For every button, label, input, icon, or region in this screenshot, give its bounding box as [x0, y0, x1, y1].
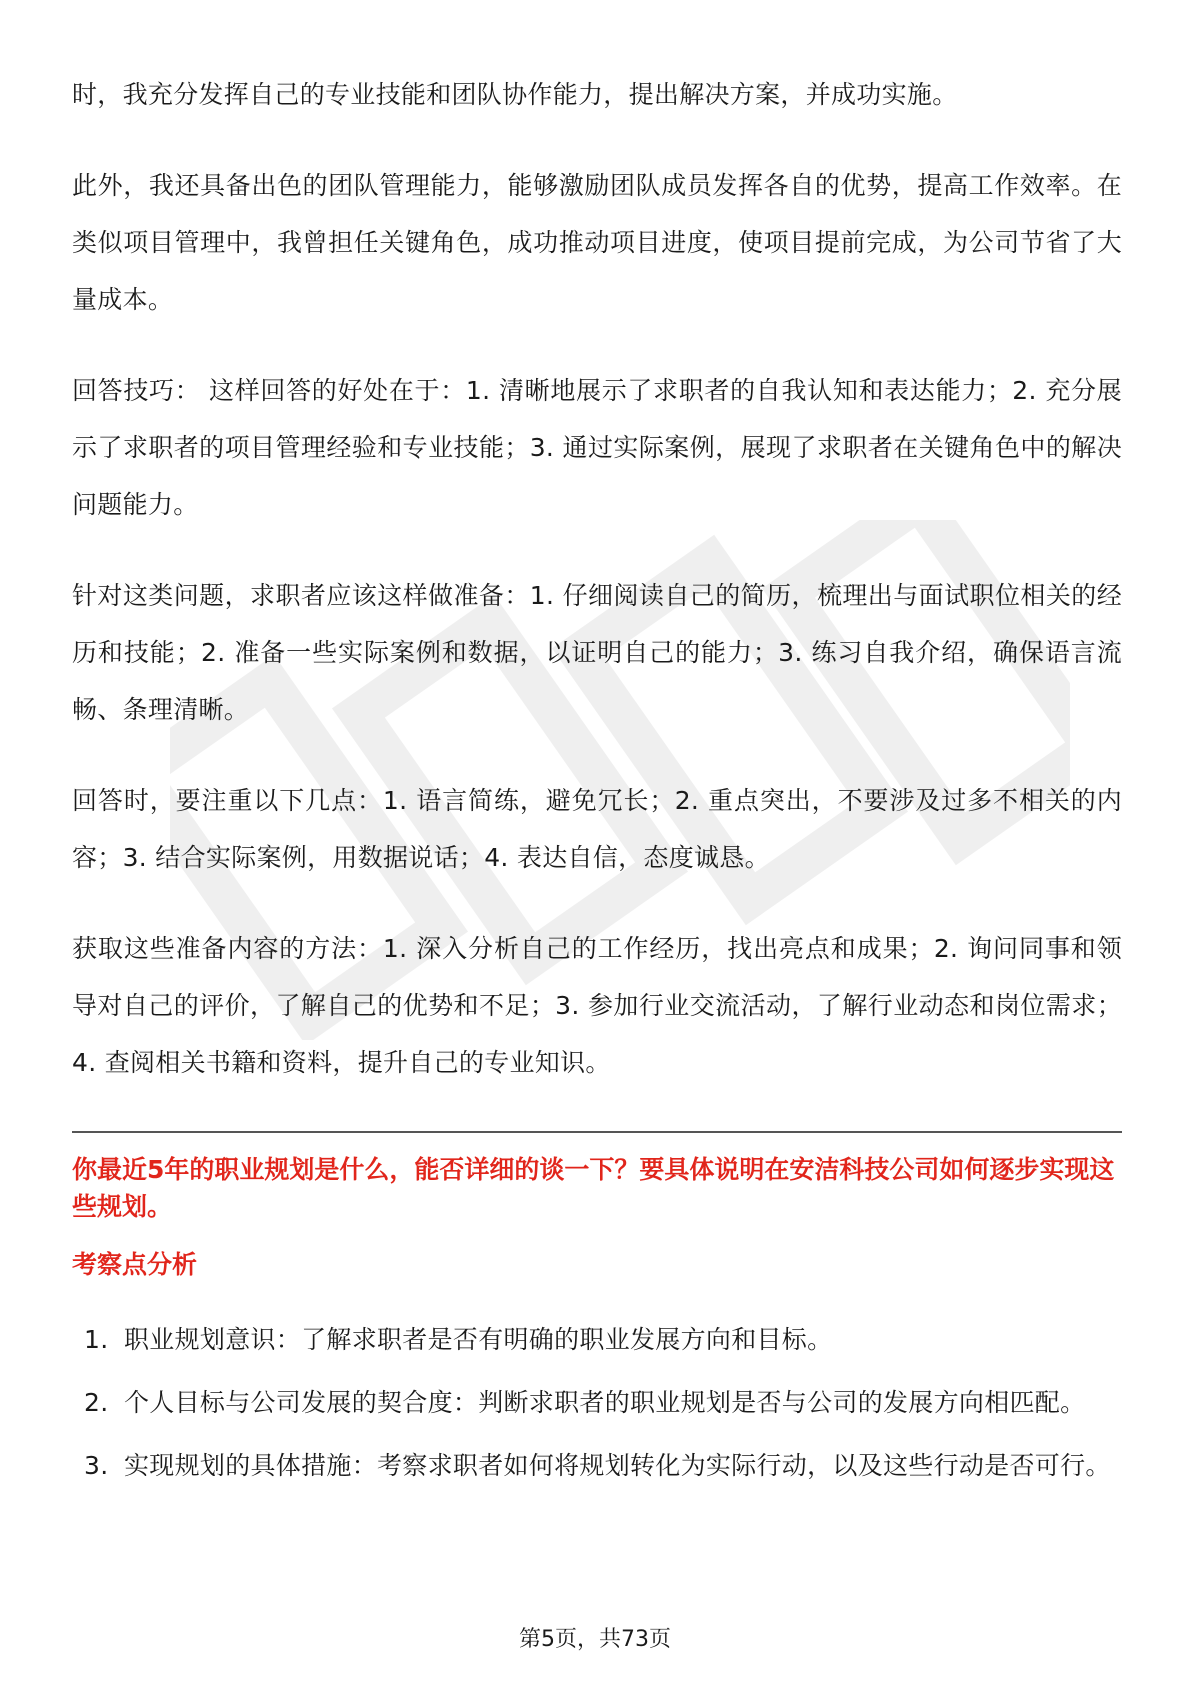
paragraph-continued: 时，我充分发挥自己的专业技能和团队协作能力，提出解决方案，并成功实施。 — [72, 80, 958, 109]
list-text: 实现规划的具体措施：考察求职者如何将规划转化为实际行动，以及这些行动是否可行。 — [124, 1451, 1111, 1480]
list-text: 职业规划意识：了解求职者是否有明确的职业发展方向和目标。 — [124, 1325, 833, 1354]
list-number: 2. — [84, 1388, 109, 1417]
paragraph-preparation: 针对这类问题，求职者应该这样做准备：1. 仔细阅读自己的简历，梳理出与面试职位相关的经历和技能；2. 准备一些实际案例和数据，以证明自己的能力；3. 练习自我介绍，确保语言流畅、条理清晰。 — [72, 581, 1122, 724]
paragraph-team-management: 此外，我还具备出色的团队管理能力，能够激励团队成员发挥各自的优势，提高工作效率。在类似项目管理中，我曾担任关键角色，成功推动项目进度，使项目提前完成，为公司节省了大量成本。 — [72, 171, 1122, 314]
analysis-heading: 考察点分析 — [72, 1250, 198, 1279]
page-number: 第5页，共73页 — [519, 1627, 671, 1652]
analysis-list — [72, 1311, 1122, 1494]
list-item — [72, 1437, 1122, 1494]
paragraph-methods: 获取这些准备内容的方法：1. 深入分析自己的工作经历，找出亮点和成果；2. 询问同事和领导对自己的评价，了解自己的优势和不足；3. 参加行业交流活动，了解行业动态和岗位需求；4. 查阅相关书籍和资料，提升自己的专业知识。 — [72, 934, 1122, 1077]
list-item — [72, 1374, 1122, 1431]
paragraph-answer-tips: 回答技巧： 这样回答的好处在于：1. 清晰地展示了求职者的自我认知和表达能力；2. 充分展示了求职者的项目管理经验和专业技能；3. 通过实际案例，展现了求职者在关键角色中的解决问题能力。 — [72, 376, 1122, 519]
list-item — [72, 1311, 1122, 1368]
section-divider — [72, 1131, 1122, 1133]
interview-question: 你最近5年的职业规划是什么，能否详细的谈一下？要具体说明在安洁科技公司如何逐步实现这些规划。 — [72, 1155, 1115, 1221]
list-number: 1. — [84, 1325, 109, 1354]
list-text: 个人目标与公司发展的契合度：判断求职者的职业规划是否与公司的发展方向相匹配。 — [124, 1388, 1086, 1417]
main-content — [72, 66, 1122, 1500]
list-number: 3. — [84, 1451, 109, 1480]
paragraph-answer-points: 回答时，要注重以下几点：1. 语言简练，避免冗长；2. 重点突出，不要涉及过多不相关的内容；3. 结合实际案例，用数据说话；4. 表达自信，态度诚恳。 — [72, 786, 1122, 872]
